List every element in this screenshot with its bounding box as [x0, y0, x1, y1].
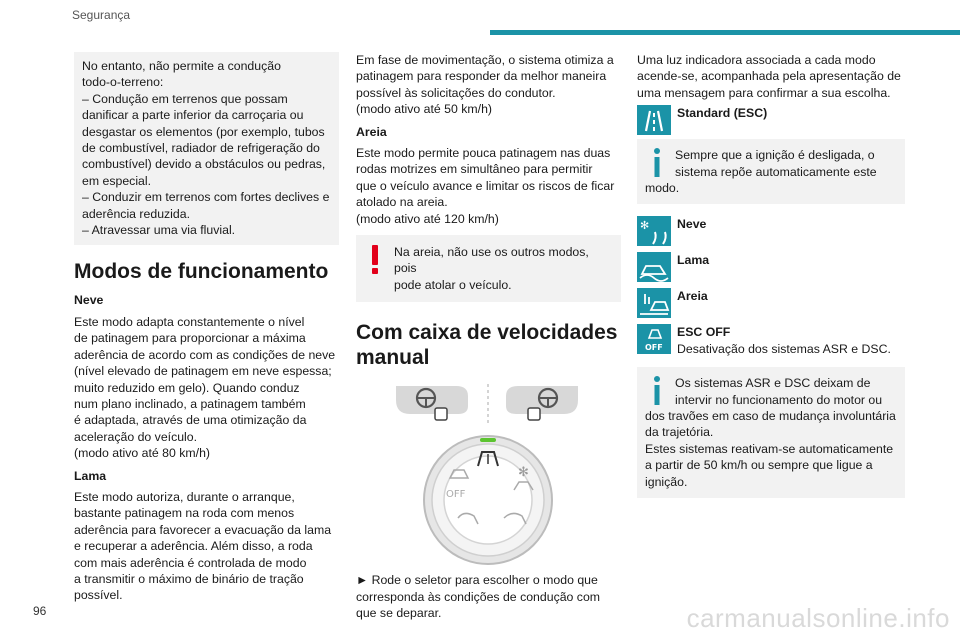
- text-line: (nível elevado de patinagem em neve espessa;: [74, 364, 332, 379]
- text-line: num plano inclinado, a patinagem também: [74, 396, 306, 411]
- text-line: Este modo autoriza, durante o arranque,: [74, 489, 295, 504]
- info-line: intervir no funcionamento do motor ou: [675, 392, 883, 407]
- text-line: rodas motrizes em simultâneo para permitir: [356, 162, 593, 177]
- offroad-note-box: [74, 52, 339, 245]
- mode-esc-off: [637, 324, 905, 357]
- text-line: Em fase de movimentação, o sistema otimiza a: [356, 53, 614, 67]
- page-number: 96: [33, 604, 47, 618]
- info-line: modo.: [645, 181, 680, 196]
- svg-text:✻: ✻: [640, 219, 650, 233]
- note-line: combustível) devido a obstáculos ou pedras,: [82, 157, 326, 172]
- mud-mode-icon: [637, 252, 671, 282]
- standard-mode-icon: [637, 105, 671, 135]
- step-line: que se deparar.: [356, 606, 442, 621]
- text-line: (modo ativo até 120 km/h): [356, 211, 499, 226]
- lama-text: [74, 489, 339, 604]
- mode-standard: [637, 105, 905, 135]
- info-line: Estes sistemas reativam-se automaticamente: [645, 441, 894, 456]
- mode-lama: [637, 252, 905, 282]
- text-line: uma mensagem para confirmar a sua escolha.: [637, 85, 891, 100]
- info-line: da trajetória.: [645, 425, 714, 440]
- sand-mode-icon: [637, 288, 671, 318]
- areia-title: Areia: [356, 124, 387, 139]
- esc-off-icon-text: OFF: [645, 343, 663, 353]
- text-line: atolado na areia.: [356, 195, 448, 210]
- snow-mode-icon: [637, 216, 671, 246]
- note-line: em especial.: [82, 173, 152, 188]
- mode-areia: [637, 288, 905, 318]
- text-line: (modo ativo até 80 km/h): [74, 446, 211, 461]
- note-line: No entanto, não permite a condução: [82, 59, 281, 73]
- warning-line: pode atolar o veículo.: [394, 277, 512, 292]
- standard-info-box: [637, 139, 905, 204]
- column-1: [74, 52, 339, 604]
- text-line: é adaptada, através de uma otimização da: [74, 413, 307, 428]
- mode-neve: [637, 216, 905, 246]
- neve-title: Neve: [74, 293, 104, 308]
- exclamation-icon: [364, 243, 386, 277]
- info-line: a partir de 50 km/h ou sempre que ligue a: [645, 458, 873, 473]
- info-line: sistema repõe automaticamente este: [675, 164, 877, 179]
- areia-mode-label: Areia: [677, 289, 708, 304]
- text-line: aceleração do veículo.: [74, 429, 198, 444]
- text-line: a transmitir o máximo de binário de tração: [74, 571, 304, 586]
- text-line: e recuperar a aderência. Além disso, a roda: [74, 539, 313, 554]
- asr-dsc-info-box: [637, 367, 905, 498]
- column-3: [637, 52, 905, 506]
- lama-continued-text: [356, 52, 621, 118]
- dial-off-label: OFF: [446, 489, 466, 501]
- info-line: dos travões em caso de mudança involuntária: [645, 409, 896, 424]
- info-line: ignição.: [645, 474, 688, 489]
- watermark: carmanualsonline.info: [686, 603, 950, 633]
- warning-line: Na areia, não use os outros modos, pois: [394, 245, 589, 276]
- note-line: danificar a parte inferior da carroçaria ou: [82, 108, 304, 123]
- esc-off-icon: [637, 324, 671, 354]
- svg-text:✻: ✻: [518, 465, 529, 481]
- indicator-intro: [637, 52, 905, 101]
- info-line: Os sistemas ASR e DSC deixam de: [675, 376, 871, 391]
- neve-mode-label: Neve: [677, 217, 707, 232]
- step-line: corresponda às condições de condução com: [356, 589, 601, 604]
- text-line: Uma luz indicadora associada a cada modo: [637, 53, 876, 67]
- text-line: que o veículo avance e limitar os riscos de ficar: [356, 178, 615, 193]
- note-line: de combustível, radiador de refrigeração do: [82, 141, 320, 156]
- info-icon: [645, 375, 669, 407]
- operating-modes-heading: Modos de funcionamento: [74, 260, 329, 284]
- text-line: patinagem para responder da melhor maneira: [356, 69, 607, 84]
- note-line: desgastar os elementos (por exemplo, tubos: [82, 124, 325, 139]
- heading-line: Com caixa de velocidades: [356, 321, 618, 345]
- text-line: de patinagem para proporcionar a máxima: [74, 331, 306, 346]
- text-line: Este modo permite pouca patinagem nas duas: [356, 146, 611, 161]
- neve-text: [74, 314, 339, 462]
- standard-mode-label: Standard (ESC): [677, 106, 768, 121]
- esc-off-description: Desativação dos sistemas ASR e DSC.: [677, 341, 891, 356]
- text-line: acende-se, acompanhada pela apresentação de: [637, 69, 901, 84]
- note-line: – Conduzir em terrenos com fortes declives e: [82, 190, 330, 205]
- text-line: aderência de acordo com as condições de neve: [74, 347, 336, 362]
- text-line: muito reduzido em gelo). Quando conduz: [74, 380, 300, 395]
- note-line: – Atravessar uma via fluvial.: [82, 223, 236, 238]
- instruction-step: [356, 572, 621, 621]
- lama-mode-label: Lama: [677, 253, 710, 268]
- areia-text: [356, 145, 621, 227]
- note-line: todo-o-terreno:: [82, 75, 164, 90]
- step-line: ► Rode o seletor para escolher o modo que: [356, 573, 598, 588]
- text-line: possível às solicitações do condutor.: [356, 85, 556, 100]
- section-title: Segurança: [72, 8, 131, 22]
- text-line: (modo ativo até 50 km/h): [356, 102, 493, 117]
- text-line: Este modo adapta constantemente o nível: [74, 314, 305, 329]
- column-2: [356, 52, 621, 622]
- info-icon: [645, 147, 669, 179]
- text-line: com mais aderência é controlada de modo: [74, 555, 307, 570]
- sand-warning-box: [356, 235, 621, 302]
- info-line: Sempre que a ignição é desligada, o: [675, 148, 875, 163]
- esc-off-mode-label: ESC OFF: [677, 325, 731, 340]
- text-line: bastante patinagem na roda com menos: [74, 506, 295, 521]
- manual-gearbox-heading: [356, 320, 621, 370]
- header-accent-bar: [490, 30, 960, 35]
- mode-selector-illustration: [356, 378, 621, 568]
- selector-dial-illustration: [356, 378, 621, 568]
- note-line: aderência reduzida.: [82, 206, 191, 221]
- heading-line: manual: [356, 346, 430, 370]
- note-line: – Condução em terrenos que possam: [82, 91, 288, 106]
- text-line: aderência para favorecer a evacuação da lama: [74, 522, 332, 537]
- text-line: possível.: [74, 588, 123, 603]
- lama-title: Lama: [74, 468, 107, 483]
